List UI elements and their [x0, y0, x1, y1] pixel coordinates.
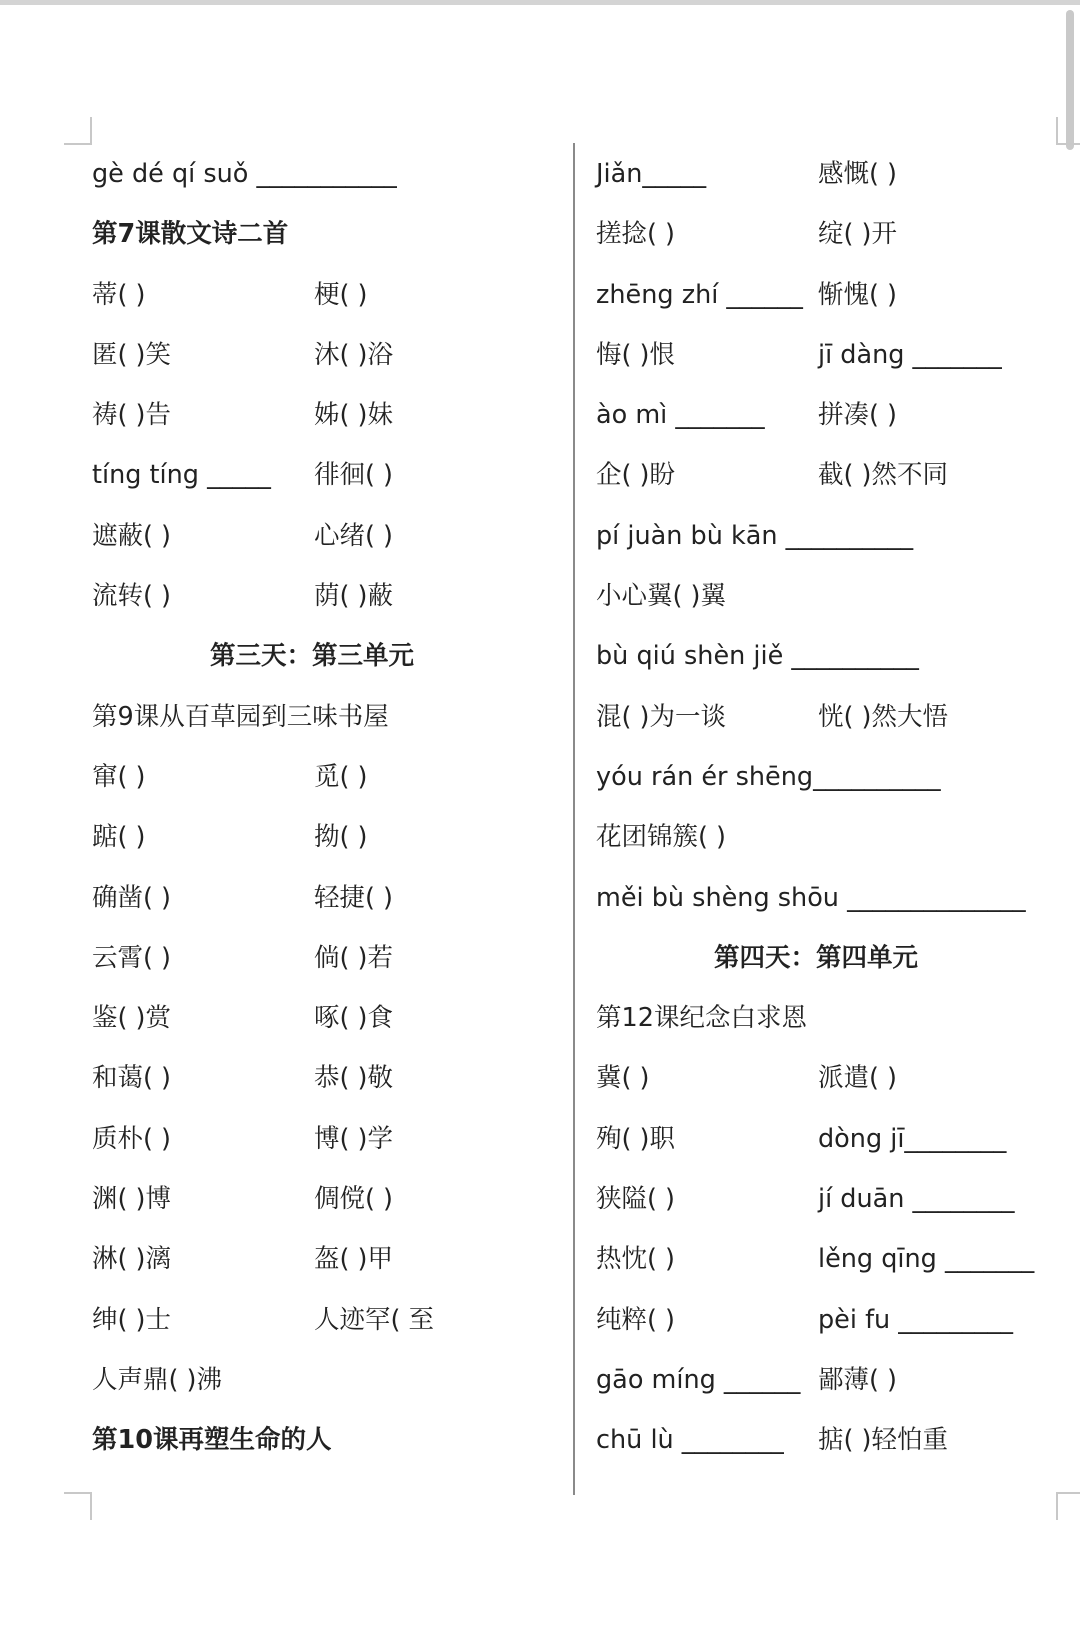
- row-text-1: 悔( )恨: [596, 339, 676, 370]
- exercise-row: [596, 1048, 1066, 1108]
- row-text-2: 轻捷( ): [314, 882, 394, 913]
- row-text-1: 遮蔽( ): [92, 520, 172, 551]
- row-text-2: 人迹罕( 至: [314, 1304, 435, 1335]
- row-text-2: 鄙薄( ): [818, 1364, 898, 1395]
- exercise-row: [596, 1290, 1066, 1350]
- lesson-title: [92, 1410, 562, 1470]
- exercise-row: [596, 506, 1066, 566]
- row-text-1: 匿( )笑: [92, 339, 172, 370]
- exercise-row: [596, 747, 1066, 807]
- exercise-row: [596, 868, 1066, 928]
- row-text-2: 觅( ): [314, 761, 368, 792]
- row-text-1: 鉴( )赏: [92, 1003, 172, 1034]
- row-text-1: chū lù ________: [596, 1425, 784, 1456]
- row-text-2: 派遣( ): [818, 1063, 898, 1094]
- row-text-2: 拗( ): [314, 822, 368, 853]
- row-text-2: 感慨( ): [818, 159, 898, 189]
- row-text-1: pí juàn bù kān __________: [596, 520, 914, 551]
- row-text-1: 渊( )博: [92, 1184, 172, 1215]
- section-heading: [92, 626, 562, 686]
- page-corner-mark: [64, 1492, 92, 1520]
- exercise-row: [92, 747, 562, 807]
- row-text-1: 云霄( ): [92, 942, 172, 973]
- exercise-row: [92, 988, 562, 1048]
- row-text-1: 第9课从百草园到三味书屋: [92, 701, 389, 732]
- row-text-1: 狭隘( ): [596, 1184, 676, 1215]
- row-text-1: 确凿( ): [92, 882, 172, 913]
- exercise-row: [92, 1290, 562, 1350]
- row-text-2: 掂( )轻怕重: [818, 1425, 949, 1456]
- row-text-2: 荫( )蔽: [314, 581, 394, 612]
- row-text-2: jī dàng _______: [818, 339, 1002, 370]
- row-text-1: 祷( )告: [92, 400, 172, 431]
- row-text-1: 质朴( ): [92, 1123, 172, 1154]
- row-text-2: dòng jī________: [818, 1123, 1007, 1154]
- exercise-row: [92, 868, 562, 928]
- row-text-1: 绅( )士: [92, 1304, 172, 1335]
- top-border: [0, 0, 1080, 5]
- row-text-1: 踮( ): [92, 822, 146, 853]
- exercise-row: [92, 1109, 562, 1169]
- exercise-row: [92, 385, 562, 445]
- row-text-2: 啄( )食: [314, 1003, 394, 1034]
- exercise-row: [596, 1109, 1066, 1169]
- row-text-1: 淋( )漓: [92, 1244, 172, 1275]
- exercise-row: [92, 265, 562, 325]
- exercise-row: [92, 928, 562, 988]
- exercise-row: [596, 807, 1066, 867]
- row-text-2: 沐( )浴: [314, 339, 394, 370]
- row-text-2: 恭( )敬: [314, 1063, 394, 1094]
- row-text-2: 心绪( ): [314, 520, 394, 551]
- exercise-row: [596, 566, 1066, 626]
- row-text-1: 殉( )职: [596, 1123, 676, 1154]
- exercise-row: [92, 566, 562, 626]
- row-text-1: 第三天：第三单元: [209, 641, 414, 672]
- column-divider: [573, 143, 575, 1495]
- exercise-row: [92, 1350, 562, 1410]
- row-text-1: 第7课散文诗二首: [92, 219, 289, 250]
- exercise-row: [596, 265, 1066, 325]
- row-text-1: 第四天：第四单元: [713, 942, 918, 973]
- row-text-2: 惭愧( ): [818, 279, 898, 310]
- row-text-1: 第10课再塑生命的人: [92, 1425, 332, 1456]
- exercise-row: [596, 325, 1066, 385]
- exercise-row: [596, 144, 1066, 204]
- page-corner-mark: [1056, 1492, 1080, 1520]
- exercise-row: [92, 807, 562, 867]
- row-text-2: 拼凑( ): [818, 400, 898, 431]
- row-text-1: ào mì _______: [596, 400, 765, 431]
- row-text-2: 博( )学: [314, 1123, 394, 1154]
- row-text-1: 纯粹( ): [596, 1304, 676, 1335]
- exercise-row: [92, 687, 562, 747]
- row-text-2: 倜傥( ): [314, 1184, 394, 1215]
- exercise-row: [596, 626, 1066, 686]
- exercise-row: [596, 687, 1066, 747]
- row-text-1: bù qiú shèn jiě __________: [596, 641, 919, 672]
- row-text-1: 冀( ): [596, 1063, 650, 1094]
- row-text-2: 绽( )开: [818, 219, 898, 250]
- exercise-row: [92, 1229, 562, 1289]
- exercise-row: [596, 1410, 1066, 1470]
- row-text-1: měi bù shèng shōu ______________: [596, 882, 1026, 913]
- row-text-2: lěng qīng _______: [818, 1244, 1035, 1275]
- row-text-1: 搓捻( ): [596, 219, 676, 250]
- page-corner-mark: [1056, 117, 1080, 145]
- row-text-1: 企( )盼: [596, 460, 676, 491]
- section-heading: [596, 928, 1066, 988]
- row-text-2: jí duān ________: [818, 1184, 1015, 1215]
- row-text-1: 人声鼎( )沸: [92, 1364, 223, 1395]
- exercise-row: [596, 204, 1066, 264]
- row-text-2: 盔( )甲: [314, 1244, 394, 1275]
- exercise-row: [92, 325, 562, 385]
- row-text-2: 截( )然不同: [818, 460, 949, 491]
- exercise-row: [596, 445, 1066, 505]
- row-text-2: 姊( )妹: [314, 400, 394, 431]
- row-text-1: 和蔼( ): [92, 1063, 172, 1094]
- row-text-1: 小心翼( )翼: [596, 581, 727, 612]
- row-text-1: Jiǎn_____: [596, 159, 707, 189]
- exercise-row: [92, 1169, 562, 1229]
- row-text-1: 热忱( ): [596, 1244, 676, 1275]
- exercise-row: [92, 144, 562, 204]
- row-text-1: 流转( ): [92, 581, 172, 612]
- exercise-row: [596, 1350, 1066, 1410]
- row-text-1: gè dé qí suǒ ___________: [92, 159, 397, 189]
- exercise-row: [596, 1229, 1066, 1289]
- exercise-row: [92, 445, 562, 505]
- exercise-row: [596, 1169, 1066, 1229]
- row-text-2: 徘徊( ): [314, 460, 394, 491]
- row-text-1: 第12课纪念白求恩: [596, 1003, 807, 1034]
- row-text-2: 梗( ): [314, 279, 368, 310]
- row-text-1: 蒂( ): [92, 279, 146, 310]
- exercise-row: [596, 385, 1066, 445]
- row-text-1: 窜( ): [92, 761, 146, 792]
- left-column: [92, 144, 562, 1471]
- row-text-1: zhēng zhí ______: [596, 279, 803, 310]
- row-text-1: tíng tíng _____: [92, 460, 271, 491]
- right-column: [596, 144, 1066, 1471]
- row-text-1: gāo míng ______: [596, 1364, 801, 1395]
- exercise-row: [92, 506, 562, 566]
- lesson-title: [92, 204, 562, 264]
- row-text-1: 花团锦簇( ): [596, 822, 727, 853]
- row-text-1: 混( )为一谈: [596, 701, 727, 732]
- row-text-2: 倘( )若: [314, 942, 394, 973]
- row-text-2: pèi fu _________: [818, 1304, 1014, 1335]
- row-text-2: 恍( )然大悟: [818, 701, 949, 732]
- page-corner-mark: [64, 117, 92, 145]
- exercise-row: [92, 1048, 562, 1108]
- exercise-row: [596, 988, 1066, 1048]
- row-text-1: yóu rán ér shēng__________: [596, 761, 941, 792]
